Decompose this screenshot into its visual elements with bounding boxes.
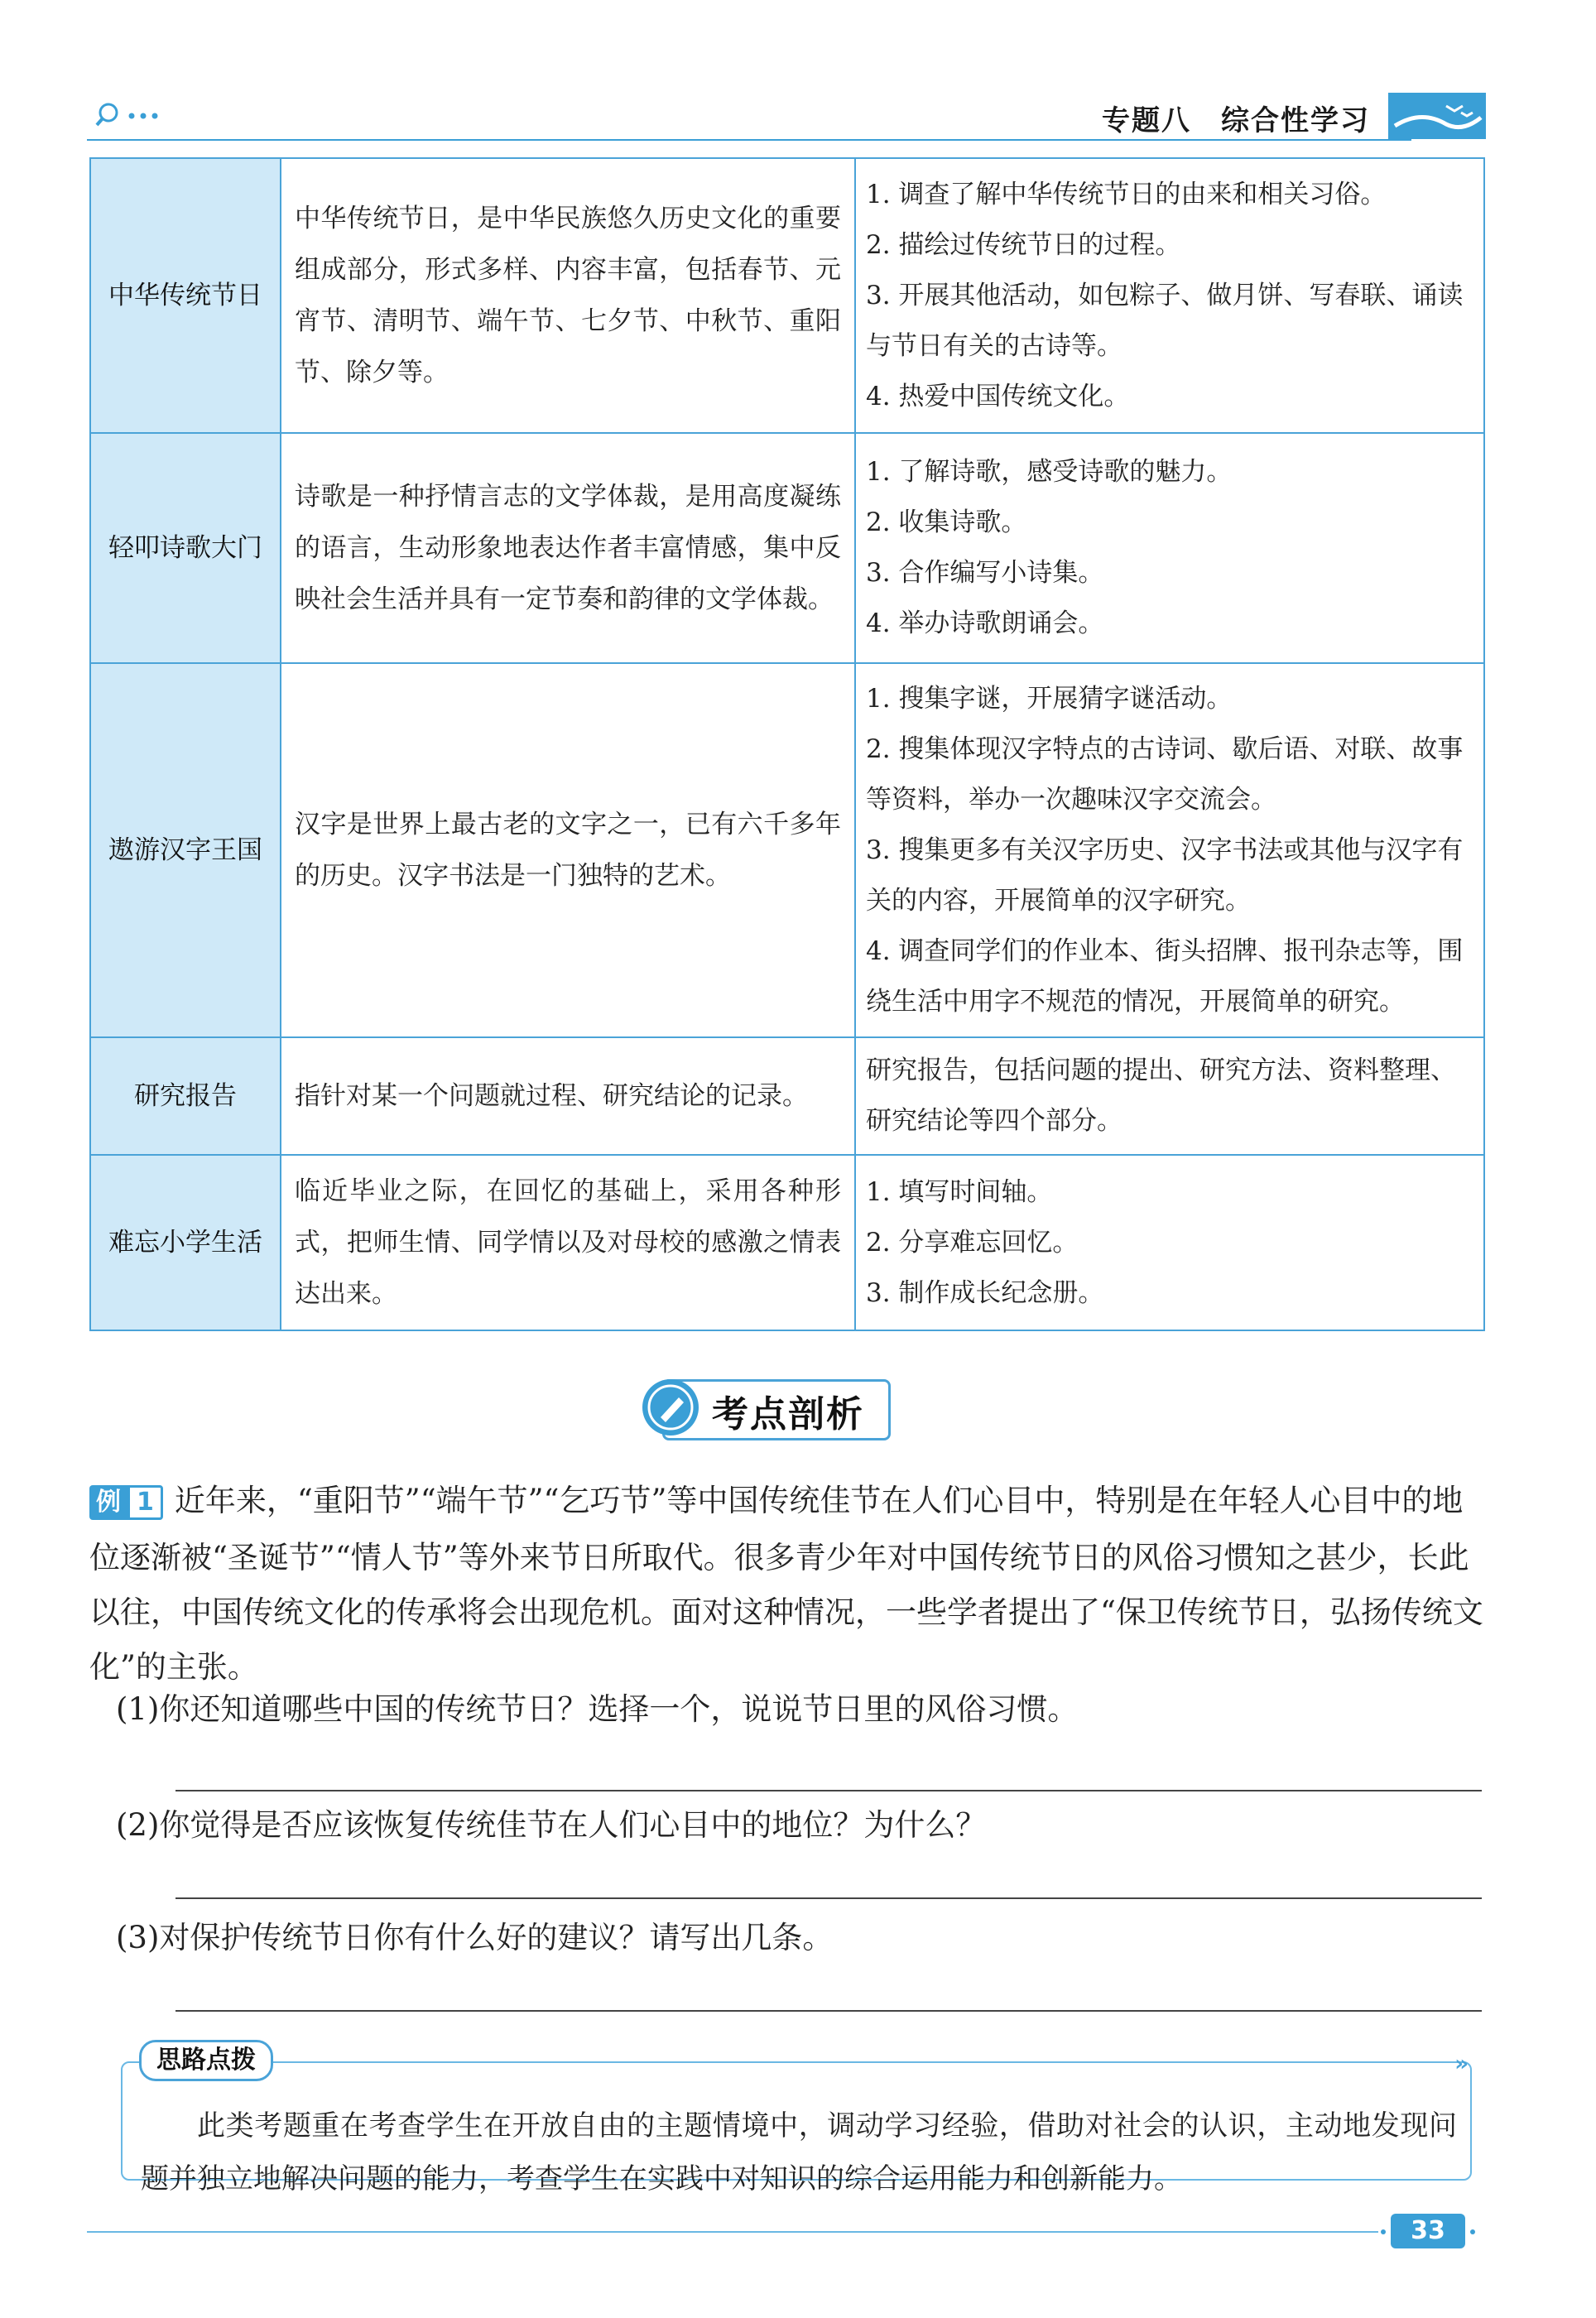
activity-item: 1. 了解诗歌，感受诗歌的魅力。 [866,457,1233,487]
topic-definition: 汉字是世界上最古老的文字之一，已有六千多年的历史。汉字书法是一门独特的艺术。 [281,663,855,1037]
topic-activities [855,663,1484,1037]
topic-definition: 中华传统节日，是中华民族悠久历史文化的重要组成部分，形式多样、内容丰富，包括春节、元宵节、清明节、端午节、七夕节、中秋节、重阳节、除夕等。 [281,158,855,433]
activity-item: 2. 分享难忘回忆。 [866,1227,1079,1258]
example-badge-label: 例 [89,1485,127,1520]
example-badge-number: 1 [127,1485,163,1520]
sub-question: (1)你还知道哪些中国的传统节日？选择一个，说说节日里的风俗习惯。 [116,1691,1079,1727]
sub-question: (3)对保护传统节日你有什么好的建议？请写出几条。 [116,1920,834,1955]
topic-definition: 临近毕业之际，在回忆的基础上，采用各种形式，把师生情、同学情以及对母校的感激之情表达出来。 [281,1155,855,1330]
topic-definition: 指针对某一个问题就过程、研究结论的记录。 [281,1037,855,1155]
activity-item: 3. 制作成长纪念册。 [866,1277,1104,1308]
double-arrow-icon: » [1454,2051,1469,2076]
activity-item: 4. 举办诗歌朗诵会。 [866,608,1104,638]
topic-activities [855,433,1484,663]
topic-name: 遨游汉字王国 [90,663,281,1037]
tip-box [121,2040,1472,2195]
topic-activities [855,1155,1484,1330]
section-title: 考点剖析 [712,1393,864,1436]
topic-name: 轻叩诗歌大门 [90,433,281,663]
table-row [90,158,1484,433]
footer-rule [87,2231,1378,2233]
table-row [90,433,1484,663]
topic-name: 中华传统节日 [90,158,281,433]
pen-badge-icon [639,1376,702,1439]
activity-item: 1. 调查了解中华传统节日的由来和相关习俗。 [866,179,1387,209]
knowledge-table [89,157,1485,1331]
answer-line[interactable] [175,1790,1482,1791]
topic-activities [855,158,1484,433]
answer-line[interactable] [175,2010,1482,2012]
activity-item: 1. 搜集字谜，开展猜字谜活动。 [866,683,1233,714]
activity-item: 1. 填写时间轴。 [866,1176,1053,1207]
activity-item: 2. 描绘过传统节日的过程。 [866,229,1181,260]
example-badge [89,1473,163,1527]
tip-text: 此类考题重在考查学生在开放自由的主题情境中，调动学习经验，借助对社会的认识，主动地发现问题并独立地解决问题的能力，考查学生在实践中对知识的综合运用能力和创新能力。 [141,2109,1457,2195]
section-heading [639,1374,912,1440]
example-question [89,1474,1488,1695]
page-header [87,93,1486,141]
table-row [90,663,1484,1037]
tip-label: 思路点拨 [139,2040,273,2081]
footer-dot [1381,2229,1386,2234]
table-row [90,1037,1484,1155]
activity-item: 3. 搜集更多有关汉字历史、汉字书法或其他与汉字有关的内容，开展简单的汉字研究。 [866,834,1464,916]
answer-line[interactable] [175,1897,1482,1899]
activity-item: 2. 搜集体现汉字特点的古诗词、歇后语、对联、故事等资料，举办一次趣味汉字交流会。 [866,733,1464,815]
birds-logo-icon [1388,93,1486,139]
activity-item: 3. 开展其他活动，如包粽子、做月饼、写春联、诵读与节日有关的古诗等。 [866,280,1464,361]
magnifier-icon [95,98,186,131]
activity-item: 4. 热爱中国传统文化。 [866,381,1130,411]
page-number: 33 [1391,2214,1465,2248]
footer-dot [1470,2229,1475,2234]
topic-name: 研究报告 [90,1037,281,1155]
activity-item: 研究报告，包括问题的提出、研究方法、资料整理、研究结论等四个部分。 [866,1056,1456,1136]
topic-definition: 诗歌是一种抒情言志的文学体裁，是用高度凝练的语言，生动形象地表达作者丰富情感，集中反映社会生活并具有一定节奏和韵律的文学体裁。 [281,433,855,663]
topic-name: 难忘小学生活 [90,1155,281,1330]
chapter-title: 专题八 综合性学习 [1102,104,1370,137]
activity-item: 2. 收集诗歌。 [866,507,1027,537]
table-row [90,1155,1484,1330]
topic-activities [855,1037,1484,1155]
activity-item: 4. 调查同学们的作业本、街头招牌、报刊杂志等，围绕生活中用字不规范的情况，开展简单的研究。 [866,935,1464,1017]
activity-item: 3. 合作编写小诗集。 [866,558,1104,588]
header-rule [87,139,1411,141]
tip-frame [121,2061,1472,2195]
sub-question: (2)你觉得是否应该恢复传统佳节在人们心目中的地位？为什么？ [116,1807,987,1843]
example-stem: 近年来，“重阳节”“端午节”“乞巧节”等中国传统佳节在人们心目中，特别是在年轻人心目中的地位逐渐被“圣诞节”“情人节”等外来节日所取代。很多青少年对中国传统节日的风俗习惯知之甚少，长此以往，中国传统文化的传承将会出现危机。面对这种情况，一些学者提出了“保卫传统节日，弘扬传统文化”的主张。 [89,1483,1483,1685]
